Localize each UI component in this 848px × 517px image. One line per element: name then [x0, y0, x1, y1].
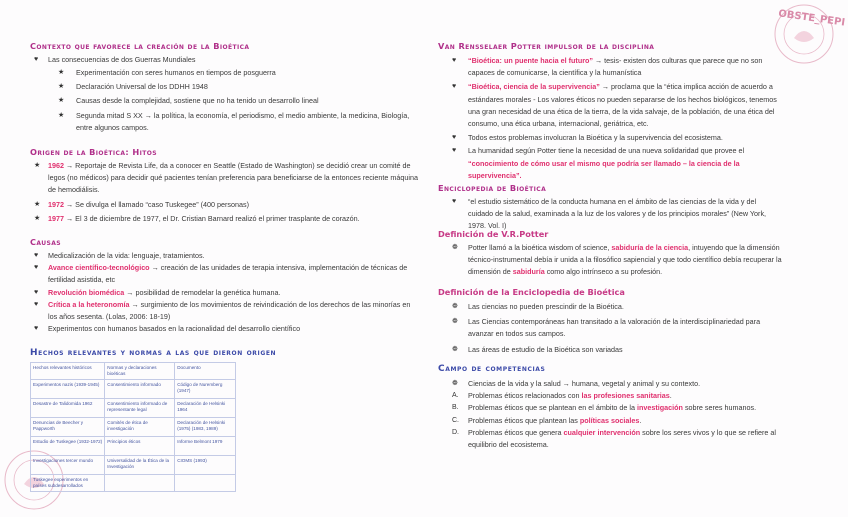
list-item: ♥ “Bioética, ciencia de la supervivencia” → proclama que la “ética implica acción de acuerdo a estándares morales - Los valores éticos no pueden separarse de los hechos biológicos, tenemos una gran necesidad de una ética de la tierra, de la vida salvaje, de la población, de una ética del consumo, una ética urbana, internacional, geriátrica, etc. [452, 82, 777, 129]
contexto-item-text: Las consecuencias de dos Guerras Mundiales [48, 55, 196, 64]
list-item: ♥ Medicalización de la vida: lenguaje, tratamientos. [30, 250, 418, 262]
heart-icon: ♥ [452, 134, 457, 142]
contexto-item [30, 54, 418, 66]
contexto-title: Contexto que favorece la creación de la Bioética [30, 41, 250, 51]
heart-icon: ♥ [452, 57, 457, 64]
hechos-table-wrap [30, 362, 236, 492]
list-item: B. Problemas éticos que se plantean en el ámbito de la investigación sobre seres humanos. [452, 403, 757, 413]
enciclopedia-item: ♥ “el estudio sistemático de la conducta humana en el ámbito de las ciencias de la vida y del cuidado de la salud, examinada a la luz de los valores y de los principios morales” (New York, 1978. Vol. I) [452, 197, 767, 231]
list-item: ★ 1977 → El 3 de diciembre de 1977, el Dr. Cristian Barnard realizó el primer trasplante de corazón. [30, 213, 418, 225]
flower-icon: ❁ [452, 303, 458, 310]
list-item: ❁ Ciencias de la vida y la salud → humana, vegetal y animal y su contexto. [438, 378, 783, 390]
table-row: Investigaciones tercer mundo Universalidad de la Ética de la Investigación CIOMS (1993) [31, 456, 236, 475]
list-item: ♥ “Bioética: un puente hacia el futuro” → tesis- existen dos culturas que parece que no son capaces de comunicarse, la científica y la humanística [452, 56, 763, 78]
list-item: ★ 1972 → Se divulga el llamado “caso Tuskegee” (400 personas) [30, 199, 418, 211]
heart-icon: ♥ [34, 264, 39, 272]
star-icon: ★ [58, 97, 65, 105]
def-enc-title: Definición de la Enciclopedia de Bioética [438, 287, 625, 297]
section-contexto [30, 41, 249, 51]
heart-icon: ♥ [34, 300, 39, 308]
list-item: ❁ Las ciencias no pueden prescindir de la Bioética. [438, 301, 783, 313]
contexto-subitems [30, 67, 418, 134]
table-row: Denuncias de Beecher y Pappworth Comités de ética de investigación Declaración de Helsinki (1975) (1983, 1989) [31, 418, 236, 437]
origen-title: Origen de la Bioética: Hitos [30, 147, 157, 157]
heart-icon: ♥ [452, 198, 457, 205]
potter-title: Van Rensselaer Potter impulsor de la disciplina [438, 41, 655, 51]
star-icon: ★ [58, 83, 65, 91]
heart-icon: ♥ [452, 147, 457, 155]
list-item: ★ Causas desde la complejidad, sostiene que no ha tenido un desarrollo lineal [30, 95, 418, 107]
list-item: ★ Experimentación con seres humanos en tiempos de posguerra [30, 67, 418, 79]
flower-icon: ❁ [452, 244, 458, 251]
hechos-table [30, 362, 236, 492]
table-header: Hechos relevantes históricos [31, 363, 105, 380]
logo-text: OBSTE_PEPI [777, 8, 846, 29]
heart-icon: ♥ [34, 56, 39, 63]
flower-icon: ❁ [452, 345, 458, 353]
list-item: D. Problemas éticos que genera cualquier intervención sobre los seres vivos y lo que se refiere al equilibrio del ecosistema. [452, 427, 777, 450]
list-item: ♥ Crítica a la heteronomía → surgimiento de los movimientos de reivindicación de los derechos de las minorías en los años sesenta. (Lolas, 2006: 18-19) [34, 299, 411, 322]
heart-icon: ♥ [34, 252, 39, 259]
star-icon: ★ [34, 200, 41, 208]
list-item: ★ Declaración Universal de los DDHH 1948 [30, 81, 418, 93]
list-item: ♥ Todos estos problemas involucran la Bioética y la supervivencia del ecosistema. [438, 132, 783, 144]
star-icon: ★ [58, 111, 65, 119]
heart-icon: ♥ [34, 325, 39, 333]
list-item: ❁ Las áreas de estudio de la Bioética son variadas [438, 344, 783, 356]
campo-list [438, 378, 783, 451]
table-header: Documento [175, 363, 236, 380]
origen-list [30, 160, 418, 225]
causas-list [30, 250, 418, 335]
enciclopedia-title: Enciclopedia de Bioética [438, 183, 547, 193]
heart-icon: ♥ [34, 288, 39, 296]
def-potter-item: ❁ Potter llamó a la bioética wisdom of science, sabiduría de la ciencia, intuyendo que la dimensión técnico-instrumental debía ir unida a la filosófico sapiencial y que todo científico debía recuperar la dimensión de sabiduría como algo intrínseco a su profesión. [452, 243, 782, 277]
star-icon: ★ [58, 69, 65, 76]
campo-title: Campo de competencias [438, 364, 546, 374]
list-item: C. Problemas éticos que plantean las políticas sociales. [452, 415, 642, 425]
list-item: A. Problemas éticos relacionados con las profesiones sanitarias. [452, 391, 672, 401]
star-icon: ★ [34, 162, 41, 169]
causas-title: Causas [30, 237, 62, 247]
potter-list [438, 55, 783, 182]
list-item: ★ 1962 → Reportaje de Revista Life, da a conocer en Seattle (Estado de Washington) se decidió crear un comité de legos (no médicos) para decidir qué pacientes tenían preferencia para beneficiarse de la entonces reciente máquina de hemodiálisis. [34, 161, 418, 195]
heart-icon: ♥ [452, 83, 457, 91]
list-item: ♥ La humanidad según Potter tiene la necesidad de una nueva solidaridad que provee el “conocimiento de cómo usar el mismo que podría ser llamado – la ciencia de la supervivencia”. [452, 146, 745, 180]
table-row: Tuskegee experimentos en países subdesarrollados [31, 475, 236, 492]
table-header-row [31, 363, 236, 380]
list-item: ❁ Las Ciencias contemporáneas han transitado a la valoración de la interdisciplinariedad para avanzar en todos sus campos. [452, 317, 761, 339]
def-potter-title: Definición de V.R.Potter [438, 229, 549, 239]
def-enc-list [438, 301, 783, 356]
star-icon: ★ [34, 214, 41, 222]
flower-icon: ❁ [452, 318, 458, 326]
table-row: Desastre de Talidomida 1962 Consentimiento informado de representante legal Declaración de Helsinki 1964 [31, 399, 236, 418]
list-item: ♥ Revolución biomédica → posibilidad de remodelar la genética humana. [30, 287, 418, 299]
list-item: ♥ Experimentos con humanos basados en la racionalidad del desarrollo científico [30, 323, 418, 335]
table-header: Normas y declaraciones bioéticas [105, 363, 175, 380]
list-item: ★ Segunda mitad S XX → la política, la economía, el periodismo, el medio ambiente, la medicina, Biología, entre algunos campos. [58, 110, 410, 132]
hechos-title: Hechos relevantes y normas a las que dieron origen [30, 348, 277, 358]
table-row: Estudio de Tuskegee (1932-1972) Principios éticos Informe Belmont 1979 [31, 437, 236, 456]
flower-icon: ❁ [452, 380, 458, 387]
list-item: ♥ Avance científico-tecnológico → creación de las unidades de terapia intensiva, implementación de técnicas de fertilidad asistida, etc [34, 263, 408, 285]
table-row: Experimentos nazis (1939-1945) Consentimiento informado Código de Nuremberg (1947) [31, 380, 236, 399]
